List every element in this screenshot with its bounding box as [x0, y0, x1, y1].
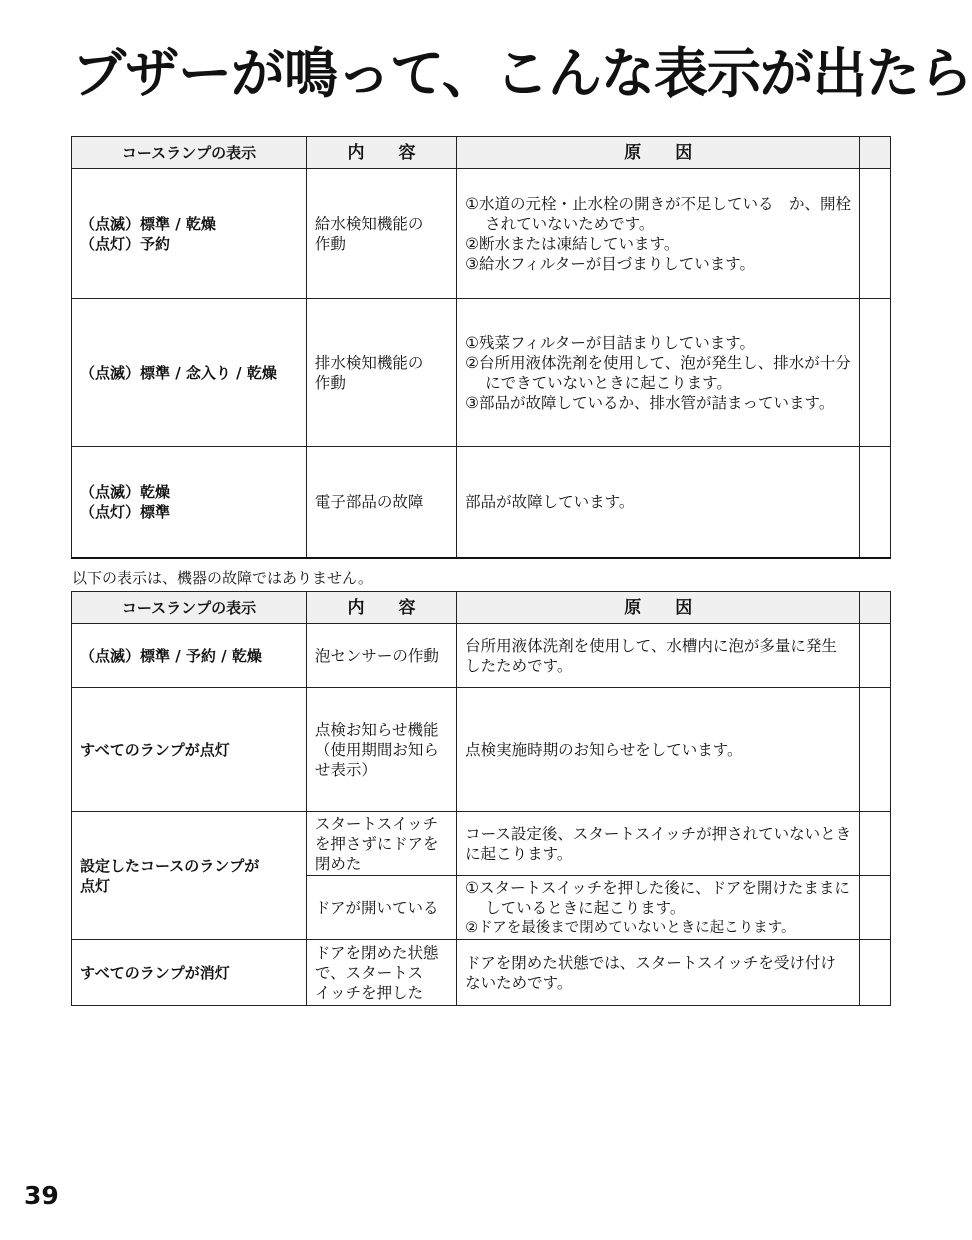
- table-row: [72, 688, 891, 812]
- content-cell: [306, 812, 456, 876]
- header-content: 内 容: [306, 137, 456, 169]
- cause-cell: [457, 688, 860, 812]
- table-row: [72, 299, 891, 447]
- content-line: 作動: [314, 373, 346, 392]
- header-cause: 原 因: [457, 592, 860, 624]
- table-row: [72, 447, 891, 558]
- cause-item: コース設定後、スタートスイッチが押されていないときに起こります。: [465, 824, 852, 863]
- header-lamp: コースランプの表示: [72, 592, 307, 624]
- header-extra: [860, 137, 891, 169]
- content-line: イッチを押した: [314, 983, 424, 1002]
- table-row: [72, 812, 891, 876]
- lamp-cell: [72, 299, 307, 447]
- cause-item: 部品が故障しています。: [465, 492, 635, 511]
- cause-item: ①水道の元栓・止水栓の開きが不足している か、開栓されていないためです。: [465, 194, 852, 233]
- lamp-line: すべてのランプが点灯: [80, 740, 230, 759]
- header-lamp: コースランプの表示: [72, 137, 307, 169]
- cause-cell: [457, 624, 860, 688]
- content-line: ドアを閉めた状態: [314, 943, 439, 962]
- lamp-line: 点灯: [80, 876, 111, 895]
- content-line: 給水検知機能の: [314, 214, 424, 233]
- cause-item: 台所用液体洗剤を使用して、水槽内に泡が多量に発生したためです。: [465, 636, 837, 675]
- lamp-cell: [72, 447, 307, 558]
- extra-cell: [860, 169, 891, 299]
- content-line: 排水検知機能の: [314, 353, 424, 372]
- table-row: [72, 169, 891, 299]
- header-extra: [860, 592, 891, 624]
- extra-cell: [860, 624, 891, 688]
- content-line: 閉めた: [314, 854, 362, 873]
- extra-cell: [860, 940, 891, 1006]
- content-cell: [306, 447, 456, 558]
- error-table-1: [71, 136, 891, 559]
- lamp-line: （点滅）標準 / 乾燥: [80, 214, 216, 233]
- content-cell: [306, 688, 456, 812]
- lamp-cell: [72, 624, 307, 688]
- content-cell: [306, 940, 456, 1006]
- content-line: （使用期間お知ら: [314, 740, 439, 759]
- table-row: [72, 940, 891, 1006]
- cause-item: ②断水または凍結しています。: [465, 234, 680, 253]
- content-line: スタートスイッチ: [314, 814, 439, 833]
- cause-item: ②台所用液体洗剤を使用して、泡が発生し、排水が十分にできていないときに起こります。: [465, 353, 851, 392]
- lamp-line: （点滅）標準 / 予約 / 乾燥: [80, 646, 262, 665]
- content-line: 電子部品の故障: [314, 492, 424, 511]
- header-content: 内 容: [306, 592, 456, 624]
- content-cell: [306, 624, 456, 688]
- lamp-cell: [72, 169, 307, 299]
- cause-item: ②ドアを最後まで閉めていないときに起こります。: [465, 919, 796, 936]
- cause-cell: [457, 169, 860, 299]
- content-line: 点検お知らせ機能: [314, 720, 439, 739]
- content-line: で、スタートス: [314, 963, 423, 982]
- cause-cell: [457, 876, 860, 940]
- content-line: 作動: [314, 234, 346, 253]
- table-header-row: [72, 137, 891, 169]
- lamp-cell: [72, 688, 307, 812]
- lamp-line: （点灯）予約: [80, 234, 171, 253]
- cause-item: ①スタートスイッチを押した後に、ドアを開けたままにしているときに起こります。: [465, 878, 850, 917]
- extra-cell: [860, 447, 891, 558]
- content-line: ドアが開いている: [314, 898, 439, 917]
- extra-cell: [860, 812, 891, 876]
- page-title: ブザーが鳴って、こんな表示が出たら: [72, 42, 972, 105]
- lamp-line: （点灯）標準: [80, 502, 171, 521]
- lamp-line: すべてのランプが消灯: [80, 963, 230, 982]
- cause-cell: [457, 299, 860, 447]
- cause-cell: [457, 812, 860, 876]
- header-cause: 原 因: [457, 137, 860, 169]
- table-header-row: [72, 592, 891, 624]
- content-cell: [306, 169, 456, 299]
- table-row: [72, 624, 891, 688]
- content-line: を押さずにドアを: [314, 834, 439, 853]
- lamp-cell: [72, 940, 307, 1006]
- cause-item: ①残菜フィルターが目詰まりしています。: [465, 333, 755, 352]
- lamp-line: 設定したコースのランプが: [80, 856, 260, 875]
- extra-cell: [860, 299, 891, 447]
- cause-item: ③給水フィルターが目づまりしています。: [465, 254, 755, 273]
- lamp-line: （点滅）乾燥: [80, 482, 171, 501]
- content-cell: [306, 299, 456, 447]
- extra-cell: [860, 876, 891, 940]
- content-line: せ表示）: [314, 760, 377, 779]
- cause-cell: [457, 940, 860, 1006]
- error-table-2: [71, 591, 891, 1006]
- extra-cell: [860, 688, 891, 812]
- cause-cell: [457, 447, 860, 558]
- lamp-line: （点滅）標準 / 念入り / 乾燥: [80, 363, 277, 382]
- content-cell: [306, 876, 456, 940]
- cause-item: 点検実施時期のお知らせをしています。: [465, 740, 743, 759]
- note-text: 以下の表示は、機器の故障ではありません。: [72, 569, 373, 587]
- lamp-cell: [72, 812, 307, 940]
- page-number: 39: [24, 1181, 59, 1210]
- cause-item: ③部品が故障しているか、排水管が詰まっています。: [465, 393, 835, 412]
- content-line: 泡センサーの作動: [314, 646, 439, 665]
- cause-item: ドアを閉めた状態では、スタートスイッチを受け付けないためです。: [465, 953, 836, 992]
